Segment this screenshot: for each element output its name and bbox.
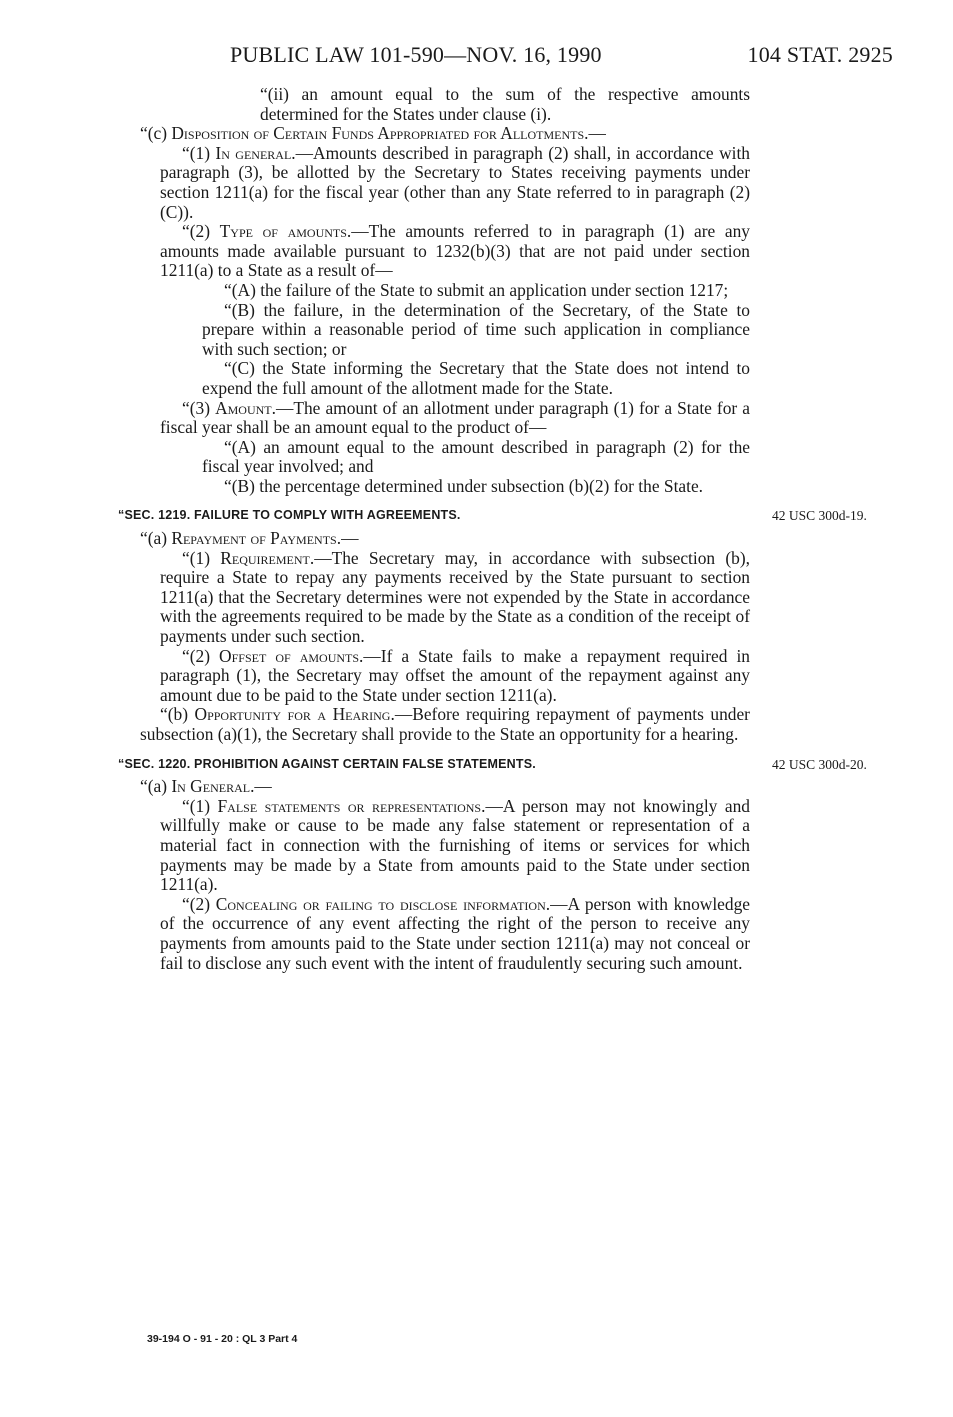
- subsection-c-dash: —: [588, 123, 606, 144]
- paragraph-1-general: [160, 144, 750, 222]
- subsection-c: [140, 124, 750, 144]
- section-1220-paragraph-2: [160, 895, 750, 973]
- section-1219-a-dash: —: [341, 528, 359, 549]
- section-1220-margin-note: 42 USC 300d-20.: [772, 756, 867, 772]
- section-1220-p2-text: —A person with knowledge of the occurrence of any event affecting the right of the person to receive any payments from amounts paid to the State under section 1211(a) may not conceal or fail to disclose any such event with the intent of fraudulently securing such amount.: [160, 893, 750, 973]
- paragraph-2-type: [160, 222, 750, 281]
- section-1219-subsection-b: [140, 705, 750, 744]
- subparagraph-a-failure: “(A) the failure of the State to submit an application under section 1217;: [224, 279, 729, 300]
- section-1219-b-prefix: “(b): [160, 704, 195, 725]
- section-1219-p1-prefix: “(1): [182, 547, 221, 568]
- section-1219-p2-title: Offset of amounts.: [219, 645, 364, 666]
- subparagraph-a-amount: “(A) an amount equal to the amount described in paragraph (2) for the fiscal year involved; and: [202, 436, 750, 477]
- section-1219-margin-note: 42 USC 300d-19.: [772, 508, 867, 524]
- section-1219-b-title: Opportunity for a Hearing.: [194, 704, 395, 725]
- stat-reference: 104 STAT. 2925: [747, 42, 893, 67]
- paragraph-2-prefix: “(2): [182, 221, 220, 242]
- section-1220-a-dash: —: [254, 776, 272, 797]
- subparagraph-b-failure: “(B) the failure, in the determination of the Secretary, of the State to prepare within a reasonable period of time such application in compliance with such section; or: [202, 299, 750, 359]
- paragraph-2-title: Type of amounts.: [219, 221, 352, 242]
- subparagraph-c-informing: “(C) the State informing the Secretary that the State does not intend to expend the full amount of the allotment made for the State.: [202, 358, 750, 398]
- paragraph-3-amount: [160, 399, 750, 438]
- paragraph-3-prefix: “(3): [182, 397, 216, 418]
- section-1220-heading: “SEC. 1220. PROHIBITION AGAINST CERTAIN FALSE STATEMENTS.: [118, 756, 536, 771]
- section-1220-paragraph-1: [160, 797, 750, 895]
- section-1219-p1-text: —The Secretary may, in accordance with subsection (b), require a State to repay any payments received by the State pursuant to section 1211(a) that the Secretary determines were not expended by the State in accordance with the agreements required to be made by the State as a condition of the receipt of payments under such section.: [160, 547, 750, 647]
- section-1219-a-prefix: “(a): [140, 528, 172, 549]
- section-1220-a-title: In General.: [171, 776, 255, 797]
- section-1219-paragraph-2: [160, 647, 750, 706]
- section-1220-p2-prefix: “(2): [182, 893, 216, 914]
- section-1219-subsection-a: [140, 528, 750, 549]
- section-1219-p1-title: Requirement.: [220, 547, 315, 568]
- subsection-c-title: Disposition of Certain Funds Appropriated for Allotments.: [171, 123, 589, 144]
- section-1220-a-prefix: “(a): [140, 776, 172, 797]
- section-1220-p1-prefix: “(1): [182, 795, 218, 816]
- paragraph-3-title: Amount.: [215, 397, 276, 418]
- section-1219-a-title: Repayment of Payments.: [171, 528, 342, 549]
- subsection-c-prefix: “(c): [140, 123, 172, 144]
- section-1220-p1-text: —A person may not knowingly and willfully make or cause to be made any false statement or representation of a material fact in connection with the furnishing of items or services for which payments may be made by a State from amounts paid to the State under section 1211(a).: [160, 795, 750, 895]
- subparagraph-b-percentage: “(B) the percentage determined under subsection (b)(2) for the State.: [224, 475, 704, 496]
- paragraph-3-text: —The amount of an allotment under paragraph (1) for a State for a fiscal year shall be an amount equal to the product of—: [160, 397, 750, 438]
- section-1220-p2-title: Concealing or failing to disclose information.: [215, 893, 551, 914]
- page-header: [230, 42, 893, 74]
- section-1220-p1-title: False statements or representations.: [217, 795, 486, 816]
- section-1220-subsection-a: [140, 776, 750, 797]
- section-1219: [118, 506, 867, 526]
- law-title: PUBLIC LAW 101-590—NOV. 16, 1990: [230, 42, 602, 67]
- section-1219-b-text: —Before requiring repayment of payments under subsection (a)(1), the Secretary shall provide to the State an opportunity for a hearing.: [140, 704, 750, 744]
- print-job-code: 39-194 O - 91 - 20 : QL 3 Part 4: [147, 1333, 298, 1345]
- section-1219-heading: “SEC. 1219. FAILURE TO COMPLY WITH AGREEMENTS.: [118, 508, 461, 523]
- paragraph-1-text: —Amounts described in paragraph (2) shall, in accordance with paragraph (3), be allotted by the Secretary to States receiving payments under section 1211(a) for the fiscal year (other than any State referred to in paragraph (2)(C)).: [160, 142, 750, 222]
- page-body: [118, 84, 867, 973]
- clause-ii: “(ii) an amount equal to the sum of the respective amounts determined for the States under clause (i).: [260, 84, 750, 124]
- section-1219-p2-prefix: “(2): [182, 645, 220, 666]
- paragraph-1-prefix: “(1): [182, 142, 216, 163]
- paragraph-1-title: In general.: [215, 142, 296, 163]
- section-1220: [118, 755, 867, 775]
- section-1219-paragraph-1: [160, 549, 750, 647]
- section-1219-p2-text: —If a State fails to make a repayment required in paragraph (1), the Secretary may offset the amount of the repayment against any amount due to be paid to the State under section 1211(a).: [160, 645, 750, 705]
- paragraph-2-text: —The amounts referred to in paragraph (1) are any amounts made available pursuant to 1232(b)(3) that are not paid under section 1211(a) to a State as a result of—: [160, 221, 750, 281]
